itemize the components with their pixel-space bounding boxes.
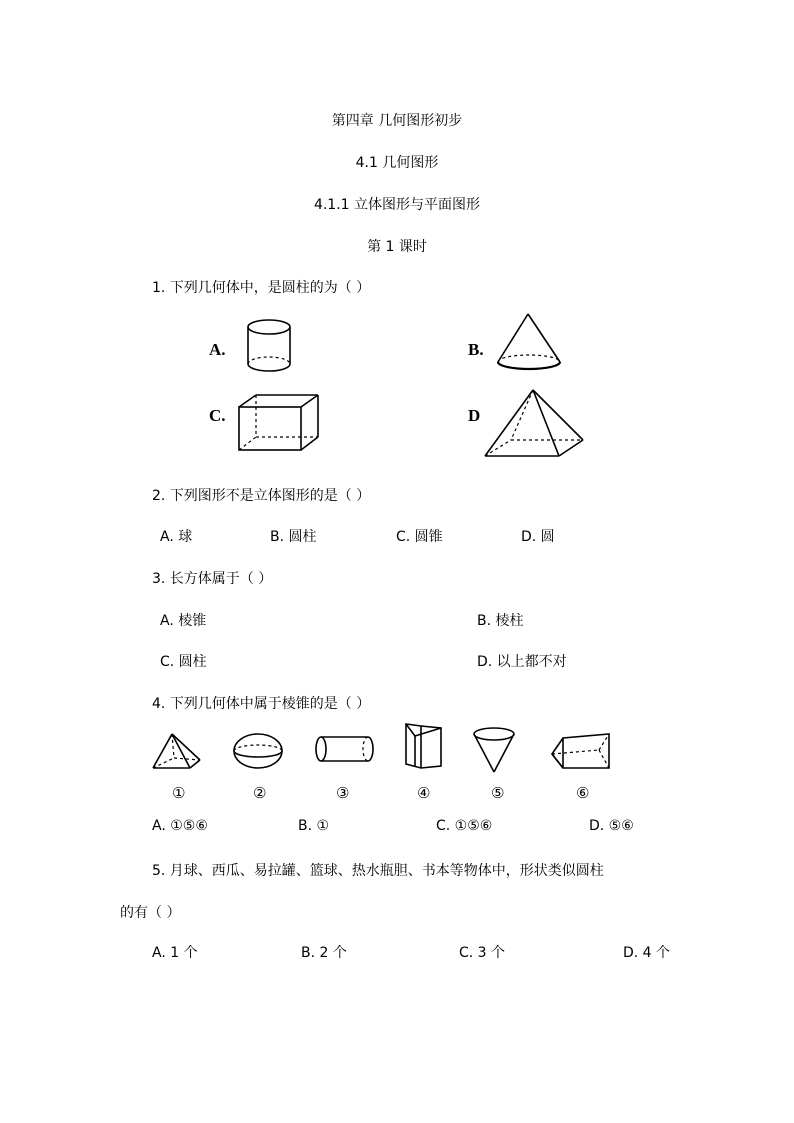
question-5-text-line-1: 5. 月球、西瓜、易拉罐、篮球、热水瓶胆、书本等物体中，形状类似圆柱 [152, 863, 604, 879]
q1-option-a-label: A. [209, 340, 226, 359]
q4-option-d: D. ⑤⑥ [589, 818, 634, 834]
shape-label-2: ② [253, 784, 267, 802]
shape-label-4: ④ [417, 784, 431, 802]
q5-option-a: A. 1 个 [152, 945, 198, 961]
cylinder-figure [246, 318, 294, 374]
cone-figure [496, 312, 566, 374]
q4-option-a: A. ①⑤⑥ [152, 818, 208, 834]
inverted-cone-figure [472, 726, 518, 776]
q3-option-d: D. 以上都不对 [477, 654, 567, 670]
q2-option-a: A. 球 [160, 529, 193, 545]
question-1-text: 1. 下列几何体中，是圆柱的为（ ） [152, 280, 371, 296]
q2-option-b: B. 圆柱 [270, 529, 317, 545]
lesson-title: 第 1 课时 [367, 239, 427, 255]
question-3-text: 3. 长方体属于（ ） [152, 571, 273, 587]
shape-label-6: ⑥ [576, 784, 590, 802]
chapter-title: 第四章 几何图形初步 [331, 113, 463, 129]
shape-label-1: ① [172, 784, 186, 802]
triangular-pyramid-figure [150, 732, 206, 774]
horizontal-cylinder-figure [314, 734, 376, 766]
q3-option-c: C. 圆柱 [160, 654, 207, 670]
shape-label-5: ⑤ [491, 784, 505, 802]
q5-option-b: B. 2 个 [301, 945, 347, 961]
q1-option-d-label: D [468, 406, 481, 425]
q1-option-b-label: B. [468, 340, 484, 359]
q5-option-c: C. 3 个 [459, 945, 506, 961]
shape-label-3: ③ [336, 784, 350, 802]
q4-option-b: B. ① [298, 818, 330, 834]
q2-option-d: D. 圆 [521, 529, 555, 545]
triangular-prism-figure [549, 730, 613, 770]
question-5-text-line-2: 的有（ ） [120, 905, 181, 921]
prism-figure [403, 722, 445, 772]
q3-option-a: A. 棱锥 [160, 613, 207, 629]
cuboid-figure [236, 392, 322, 454]
subsection-title: 4.1.1 立体图形与平面图形 [313, 197, 481, 213]
q1-option-c-label: C. [209, 406, 226, 425]
q5-option-d: D. 4 个 [623, 945, 671, 961]
sphere-figure [232, 732, 286, 772]
q4-option-c: C. ①⑤⑥ [436, 818, 493, 834]
q3-option-b: B. 棱柱 [477, 613, 524, 629]
question-4-text: 4. 下列几何体中属于棱锥的是（ ） [152, 696, 371, 712]
square-pyramid-figure [483, 388, 587, 460]
section-title: 4.1 几何图形 [355, 155, 439, 171]
q2-option-c: C. 圆锥 [396, 529, 443, 545]
question-2-text: 2. 下列图形不是立体图形的是（ ） [152, 488, 371, 504]
